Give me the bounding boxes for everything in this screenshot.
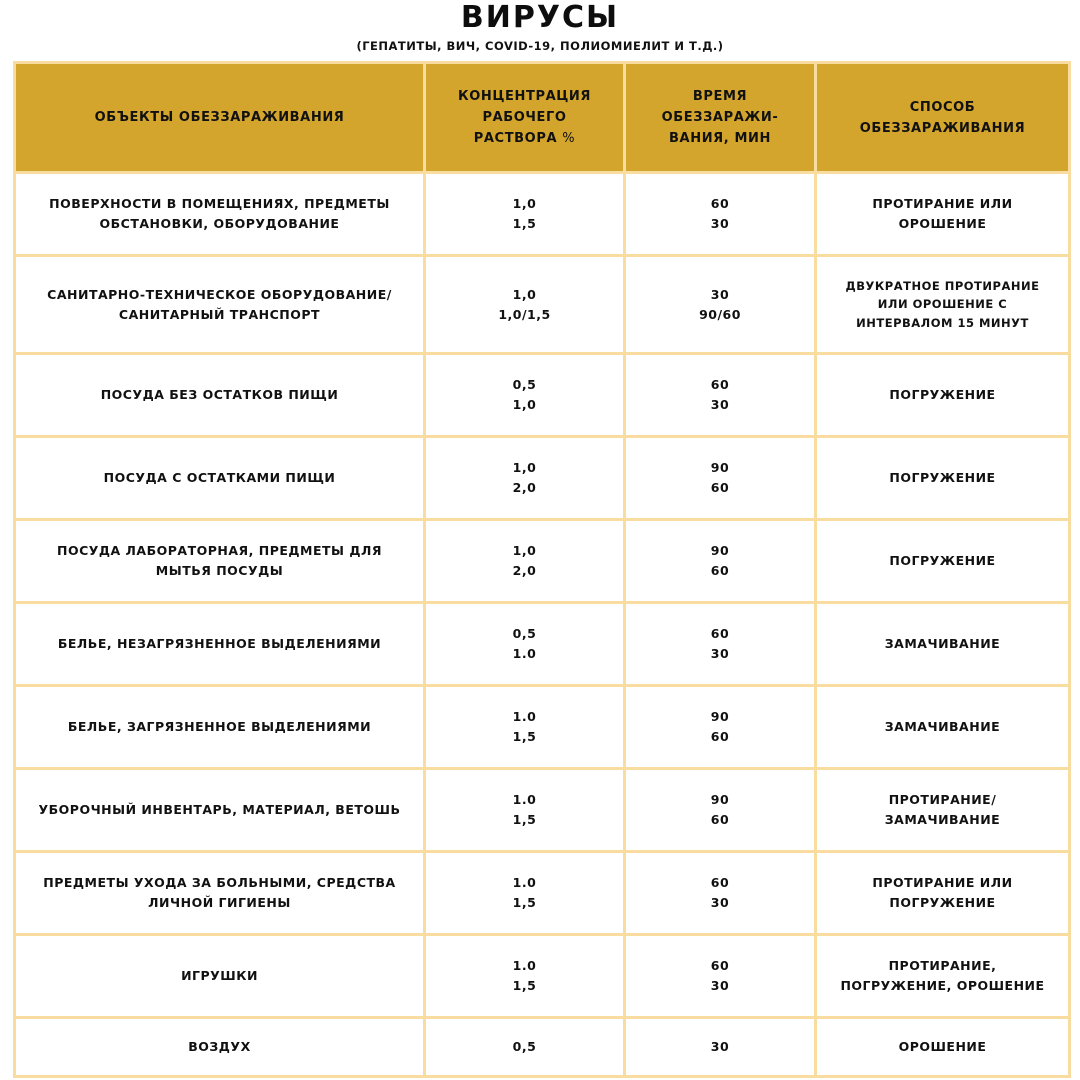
cell-line: ИНТЕРВАЛОМ 15 МИНУТ [856,315,1029,330]
cell-time [625,437,816,520]
cell-line: 60 [710,196,730,211]
cell-method [816,1018,1070,1077]
cell-line: БЕЛЬЕ, ЗАГРЯЗНЕННОЕ ВЫДЕЛЕНИЯМИ [67,719,372,734]
column-header-concentration-unit: % [562,131,576,146]
cell-line: 60 [710,563,730,578]
cell-method [816,520,1070,603]
table-header-row [15,63,1070,173]
cell-line: 30 [710,646,730,661]
cell-method [816,769,1070,852]
cell-concentration [425,520,625,603]
cell-line: 1,5 [512,729,537,744]
column-header-method-line-2: ОБЕЗЗАРАЖИВАНИЯ [859,120,1026,136]
cell-line: ПОГРУЖЕНИЕ [889,470,996,485]
cell-line: ЗАМАЧИВАНИЕ [884,636,1001,651]
cell-line: 0,5 [512,1039,537,1054]
table-row [15,1018,1070,1077]
cell-line: 30 [710,1039,730,1054]
column-header-concentration-word: РАСТВОРА [473,131,558,146]
cell-concentration [425,852,625,935]
cell-object [15,769,425,852]
cell-time [625,935,816,1018]
cell-method [816,437,1070,520]
cell-line: ОБСТАНОВКИ, ОБОРУДОВАНИЕ [99,216,340,231]
cell-line: 1,0 [512,196,537,211]
cell-line: 1,5 [512,895,537,910]
cell-line: ПОВЕРХНОСТИ В ПОМЕЩЕНИЯХ, ПРЕДМЕТЫ [49,196,390,211]
cell-method [816,256,1070,354]
cell-concentration [425,686,625,769]
column-header-concentration-line-2: РАБОЧЕГО [482,110,567,125]
column-header-time-line-1: ВРЕМЯ [692,89,748,104]
cell-object [15,686,425,769]
cell-line: 1.0 [512,646,537,661]
cell-line: 1,0 [512,543,537,558]
table-row [15,769,1070,852]
cell-line: 1,0 [512,460,537,475]
cell-line: ПОГРУЖЕНИЕ [889,553,996,568]
cell-time [625,686,816,769]
cell-method [816,173,1070,256]
cell-line: 90 [710,543,730,558]
cell-line: 30 [710,978,730,993]
cell-line: ПОГРУЖЕНИЕ [889,387,996,402]
column-header-object [15,63,425,173]
cell-line: ПОГРУЖЕНИЕ, ОРОШЕНИЕ [840,978,1045,993]
cell-line: ПРЕДМЕТЫ УХОДА ЗА БОЛЬНЫМИ, СРЕДСТВА [43,875,396,890]
table-row [15,686,1070,769]
cell-line: 60 [710,626,730,641]
cell-line: ЛИЧНОЙ ГИГИЕНЫ [148,895,291,910]
cell-line: 60 [710,480,730,495]
cell-concentration [425,437,625,520]
cell-line: ИГРУШКИ [181,968,258,983]
cell-line: САНИТАРНО-ТЕХНИЧЕСКОЕ ОБОРУДОВАНИЕ/ [47,286,392,302]
cell-line: 0,5 [512,626,537,641]
cell-time [625,769,816,852]
column-header-time-line-3: ВАНИЯ, МИН [669,131,771,146]
cell-line: 1,5 [512,978,537,993]
cell-time [625,520,816,603]
cell-line: 90 [710,709,730,724]
column-header-concentration [425,63,625,173]
table-row [15,256,1070,354]
cell-method [816,852,1070,935]
cell-object [15,437,425,520]
cell-line: 90 [710,460,730,475]
cell-object [15,935,425,1018]
cell-line: 60 [710,812,730,827]
cell-line: 30 [710,216,730,231]
page-title: ВИРУСЫ [460,0,620,35]
table-row [15,354,1070,437]
cell-method [816,935,1070,1018]
cell-object [15,256,425,354]
cell-line: ПОСУДА ЛАБОРАТОРНАЯ, ПРЕДМЕТЫ ДЛЯ [56,543,383,558]
cell-method [816,603,1070,686]
cell-line: ПОСУДА БЕЗ ОСТАТКОВ ПИЩИ [100,387,339,402]
table-row [15,437,1070,520]
cell-method [816,354,1070,437]
cell-time [625,603,816,686]
cell-line: МЫТЬЯ ПОСУДЫ [155,563,284,578]
cell-concentration [425,769,625,852]
cell-line: 90 [710,792,730,807]
cell-line: 1,0 [512,286,537,302]
table-row [15,852,1070,935]
cell-line: БЕЛЬЕ, НЕЗАГРЯЗНЕННОЕ ВЫДЕЛЕНИЯМИ [57,636,382,651]
cell-line: ПРОТИРАНИЕ ИЛИ [872,875,1013,890]
cell-time [625,1018,816,1077]
cell-object [15,520,425,603]
cell-object [15,173,425,256]
cell-concentration [425,354,625,437]
cell-line: 1.0 [512,958,537,973]
cell-object [15,1018,425,1077]
cell-line: ЗАМАЧИВАНИЕ [884,719,1001,734]
cell-line: 1.0 [512,792,537,807]
table-body [15,173,1070,1077]
cell-line: ПРОТИРАНИЕ, [888,958,997,973]
table-row [15,935,1070,1018]
cell-line: 60 [710,875,730,890]
cell-object [15,603,425,686]
cell-time [625,852,816,935]
cell-concentration [425,1018,625,1077]
column-header-time [625,63,816,173]
cell-time [625,354,816,437]
column-header-method-line-1: СПОСОБ [909,99,976,115]
page-subtitle: (ГЕПАТИТЫ, ВИЧ, COVID-19, ПОЛИОМИЕЛИТ И Т.Д.) [356,39,724,53]
cell-time [625,173,816,256]
cell-line: 60 [710,958,730,973]
cell-line: 2,0 [512,480,537,495]
table-row [15,173,1070,256]
column-header-concentration-line-1: КОНЦЕНТРАЦИЯ [458,89,591,104]
cell-concentration [425,603,625,686]
cell-line: 1,5 [512,216,537,231]
column-header-object-label: ОБЪЕКТЫ ОБЕЗЗАРАЖИВАНИЯ [94,110,345,125]
cell-line: 60 [710,729,730,744]
cell-line: ПРОТИРАНИЕ/ [888,792,997,807]
cell-line: 1.0 [512,709,537,724]
cell-line: ПРОТИРАНИЕ ИЛИ [872,196,1013,211]
cell-line: ВОЗДУХ [188,1039,251,1054]
table-row [15,603,1070,686]
cell-line: ПОГРУЖЕНИЕ [889,895,996,910]
cell-line: 0,5 [512,377,537,392]
cell-line: УБОРОЧНЫЙ ИНВЕНТАРЬ, МАТЕРИАЛ, ВЕТОШЬ [38,802,401,817]
cell-concentration [425,935,625,1018]
cell-line: 1,5 [512,812,537,827]
cell-line: 1,0 [512,397,537,412]
table-row [15,520,1070,603]
cell-line: ДВУКРАТНОЕ ПРОТИРАНИЕ [845,278,1040,293]
cell-line: ИЛИ ОРОШЕНИЕ С [877,297,1008,312]
column-header-method [816,63,1070,173]
cell-line: ПОСУДА С ОСТАТКАМИ ПИЩИ [103,470,336,485]
cell-object [15,354,425,437]
cell-line: ОРОШЕНИЕ [898,1039,987,1054]
disinfection-table [13,61,1071,1078]
cell-line: 1.0 [512,875,537,890]
cell-line: ЗАМАЧИВАНИЕ [884,812,1001,827]
cell-line: 2,0 [512,563,537,578]
cell-concentration [425,256,625,354]
cell-line: 30 [710,895,730,910]
cell-line: САНИТАРНЫЙ ТРАНСПОРТ [118,306,321,322]
column-header-time-line-2: ОБЕЗЗАРАЖИ- [661,110,779,125]
column-header-concentration-line-3 [436,128,613,149]
cell-object [15,852,425,935]
cell-line: 1,0/1,5 [498,306,551,322]
cell-line: 30 [710,397,730,412]
cell-time [625,256,816,354]
cell-line: ОРОШЕНИЕ [898,216,987,231]
cell-line: 90/60 [699,306,741,322]
cell-line: 30 [710,286,730,302]
cell-line: 60 [710,377,730,392]
cell-concentration [425,173,625,256]
cell-method [816,686,1070,769]
